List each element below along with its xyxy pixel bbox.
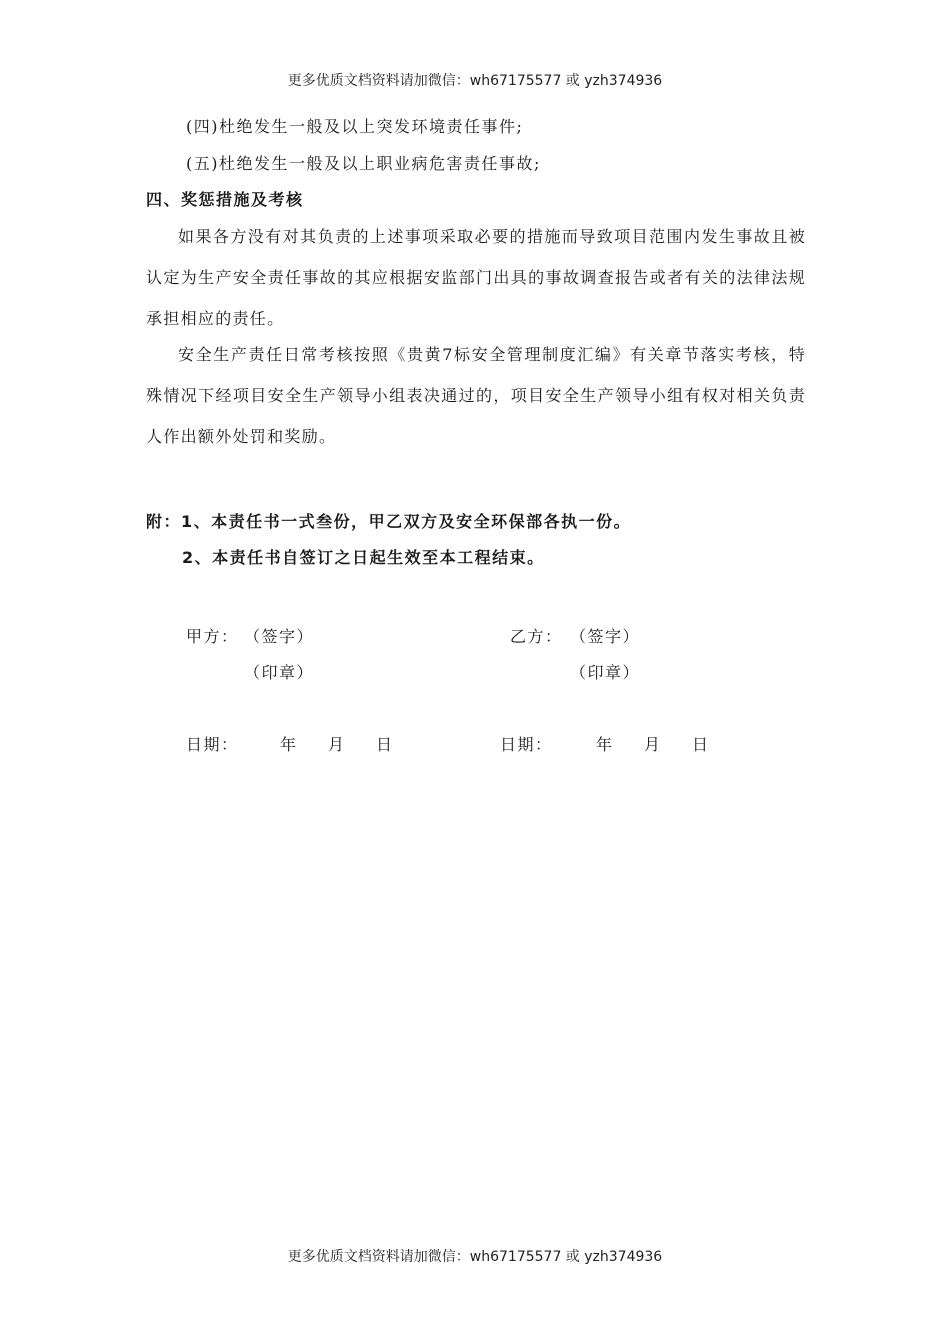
list-item: (五)杜绝发生一般及以上职业病危害责任事故; [186,154,541,173]
party-b-signature: （签字） [570,627,641,646]
page-footer-note: 更多优质文档资料请加微信：wh67175577 或 yzh374936 [287,1249,663,1265]
party-a-date-year: 年 [280,735,298,754]
party-a-date-label: 日期： [186,735,239,754]
party-b-date-year: 年 [596,735,614,754]
list-item: (四)杜绝发生一般及以上突发环境责任事件; [186,117,524,136]
party-a-signature: （签字） [244,627,315,646]
party-b-seal: （印章） [570,663,641,682]
party-a-date-day: 日 [376,735,394,754]
party-a-date-month: 月 [328,735,346,754]
party-b-date-label: 日期： [500,735,553,754]
section-heading: 四、奖惩措施及考核 [146,190,304,209]
party-a-seal: （印章） [244,663,315,682]
note-line-1: 附：1、本责任书一式叁份，甲乙双方及安全环保部各执一份。 [146,512,632,531]
party-b-date-day: 日 [692,735,710,754]
paragraph: 如果各方没有对其负责的上述事项采取必要的措施而导致项目范围内发生事故且被认定为生产安全责任事故的其应根据安监部门出具的事故调查报告或者有关的法律法规承担相应的责任。 [146,227,806,328]
paragraph: 安全生产责任日常考核按照《贵黄7标安全管理制度汇编》有关章节落实考核，特殊情况下经项目安全生产领导小组表决通过的，项目安全生产领导小组有权对相关负责人作出额外处罚和奖励。 [146,345,806,446]
page-header-note: 更多优质文档资料请加微信：wh67175577 或 yzh374936 [287,73,663,89]
party-b-label: 乙方： [510,627,563,646]
party-a-label: 甲方： [186,627,239,646]
note-line-2: 2、本责任书自签订之日起生效至本工程结束。 [182,548,545,567]
party-b-date-month: 月 [644,735,662,754]
